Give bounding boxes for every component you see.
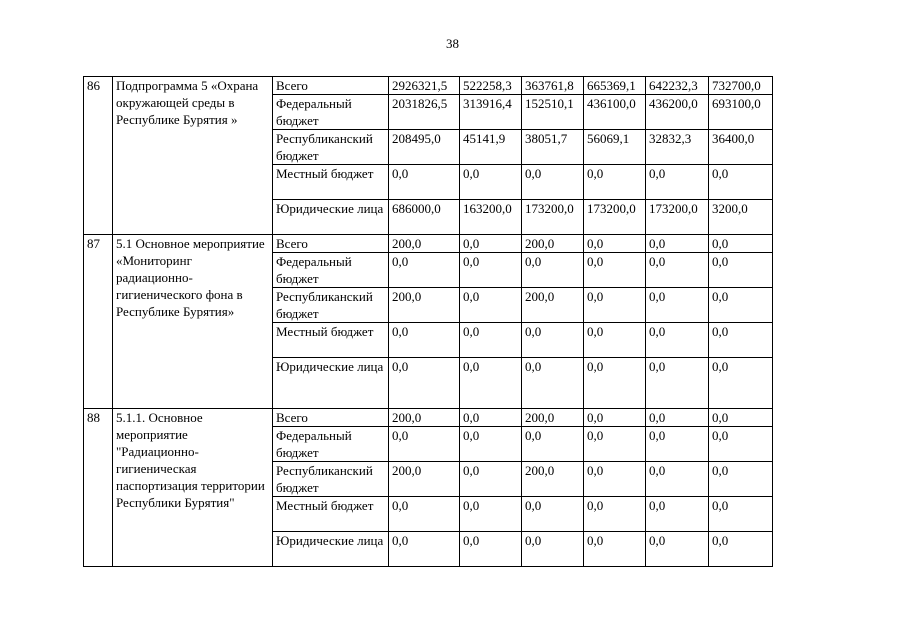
funding-source: Юридические лица	[273, 200, 389, 235]
amount-cell: 0,0	[709, 427, 773, 462]
table-row	[84, 77, 773, 95]
amount-cell: 163200,0	[460, 200, 522, 235]
amount-cell: 2031826,5	[389, 95, 460, 130]
amount-cell: 0,0	[709, 497, 773, 532]
funding-source: Юридические лица	[273, 358, 389, 409]
amount-cell: 0,0	[709, 409, 773, 427]
funding-source: Федеральный бюджет	[273, 427, 389, 462]
amount-cell: 0,0	[460, 165, 522, 200]
amount-cell: 0,0	[584, 462, 646, 497]
funding-source: Всего	[273, 409, 389, 427]
amount-cell: 0,0	[584, 288, 646, 323]
amount-cell: 0,0	[389, 323, 460, 358]
amount-cell: 0,0	[389, 532, 460, 567]
amount-cell: 45141,9	[460, 130, 522, 165]
amount-cell: 0,0	[522, 165, 584, 200]
amount-cell: 0,0	[522, 497, 584, 532]
amount-cell: 0,0	[460, 288, 522, 323]
amount-cell: 2926321,5	[389, 77, 460, 95]
amount-cell: 3200,0	[709, 200, 773, 235]
amount-cell: 313916,4	[460, 95, 522, 130]
amount-cell: 0,0	[460, 462, 522, 497]
row-number: 86	[84, 77, 113, 235]
amount-cell: 0,0	[709, 288, 773, 323]
amount-cell: 200,0	[389, 409, 460, 427]
amount-cell: 0,0	[460, 532, 522, 567]
amount-cell: 0,0	[646, 235, 709, 253]
amount-cell: 0,0	[646, 323, 709, 358]
amount-cell: 0,0	[584, 165, 646, 200]
amount-cell: 0,0	[389, 358, 460, 409]
amount-cell: 0,0	[646, 358, 709, 409]
amount-cell: 56069,1	[584, 130, 646, 165]
table-row	[84, 235, 773, 253]
amount-cell: 522258,3	[460, 77, 522, 95]
amount-cell: 0,0	[460, 427, 522, 462]
funding-source: Федеральный бюджет	[273, 95, 389, 130]
amount-cell: 0,0	[584, 532, 646, 567]
amount-cell: 0,0	[584, 235, 646, 253]
funding-source: Всего	[273, 77, 389, 95]
amount-cell: 0,0	[460, 497, 522, 532]
amount-cell: 0,0	[460, 235, 522, 253]
amount-cell: 0,0	[522, 253, 584, 288]
amount-cell: 665369,1	[584, 77, 646, 95]
amount-cell: 0,0	[522, 532, 584, 567]
amount-cell: 0,0	[584, 253, 646, 288]
amount-cell: 0,0	[646, 165, 709, 200]
program-name: Подпрограмма 5 «Охрана окружающей среды в Республике Бурятия »	[113, 77, 273, 235]
funding-source: Республиканский бюджет	[273, 288, 389, 323]
amount-cell: 0,0	[646, 288, 709, 323]
amount-cell: 200,0	[389, 235, 460, 253]
amount-cell: 0,0	[460, 323, 522, 358]
amount-cell: 0,0	[389, 427, 460, 462]
amount-cell: 0,0	[646, 427, 709, 462]
table-row	[84, 409, 773, 427]
amount-cell: 152510,1	[522, 95, 584, 130]
amount-cell: 0,0	[389, 165, 460, 200]
amount-cell: 200,0	[389, 462, 460, 497]
amount-cell: 0,0	[584, 323, 646, 358]
program-name: 5.1 Основное мероприятие «Мониторинг радиационно-гигиенического фона в Республике Бурятия»	[113, 235, 273, 409]
row-number: 87	[84, 235, 113, 409]
funding-source: Республиканский бюджет	[273, 130, 389, 165]
amount-cell: 0,0	[584, 409, 646, 427]
table-body	[84, 77, 773, 567]
amount-cell: 32832,3	[646, 130, 709, 165]
amount-cell: 0,0	[709, 253, 773, 288]
amount-cell: 200,0	[522, 235, 584, 253]
amount-cell: 642232,3	[646, 77, 709, 95]
amount-cell: 0,0	[709, 165, 773, 200]
amount-cell: 0,0	[646, 253, 709, 288]
amount-cell: 0,0	[584, 427, 646, 462]
amount-cell: 0,0	[646, 532, 709, 567]
amount-cell: 686000,0	[389, 200, 460, 235]
amount-cell: 200,0	[522, 462, 584, 497]
funding-source: Юридические лица	[273, 532, 389, 567]
amount-cell: 0,0	[646, 409, 709, 427]
amount-cell: 173200,0	[646, 200, 709, 235]
amount-cell: 0,0	[709, 462, 773, 497]
page-number: 38	[446, 36, 459, 51]
amount-cell: 38051,7	[522, 130, 584, 165]
amount-cell: 0,0	[389, 253, 460, 288]
amount-cell: 208495,0	[389, 130, 460, 165]
amount-cell: 732700,0	[709, 77, 773, 95]
amount-cell: 436200,0	[646, 95, 709, 130]
amount-cell: 0,0	[646, 497, 709, 532]
amount-cell: 36400,0	[709, 130, 773, 165]
amount-cell: 0,0	[709, 358, 773, 409]
funding-source: Федеральный бюджет	[273, 253, 389, 288]
funding-source: Республиканский бюджет	[273, 462, 389, 497]
amount-cell: 0,0	[460, 358, 522, 409]
amount-cell: 0,0	[522, 358, 584, 409]
amount-cell: 0,0	[522, 323, 584, 358]
amount-cell: 0,0	[522, 427, 584, 462]
amount-cell: 0,0	[584, 497, 646, 532]
amount-cell: 0,0	[709, 323, 773, 358]
program-name: 5.1.1. Основное мероприятие "Радиационно-гигиеническая паспортизация территории Республики Бурятия"	[113, 409, 273, 567]
amount-cell: 363761,8	[522, 77, 584, 95]
amount-cell: 0,0	[460, 253, 522, 288]
amount-cell: 200,0	[389, 288, 460, 323]
funding-source: Местный бюджет	[273, 323, 389, 358]
amount-cell: 0,0	[709, 532, 773, 567]
amount-cell: 0,0	[709, 235, 773, 253]
row-number: 88	[84, 409, 113, 567]
amount-cell: 693100,0	[709, 95, 773, 130]
amount-cell: 173200,0	[522, 200, 584, 235]
amount-cell: 0,0	[584, 358, 646, 409]
amount-cell: 200,0	[522, 409, 584, 427]
budget-table	[83, 76, 773, 567]
funding-source: Всего	[273, 235, 389, 253]
amount-cell: 0,0	[460, 409, 522, 427]
funding-source: Местный бюджет	[273, 497, 389, 532]
amount-cell: 436100,0	[584, 95, 646, 130]
amount-cell: 173200,0	[584, 200, 646, 235]
funding-source: Местный бюджет	[273, 165, 389, 200]
amount-cell: 0,0	[389, 497, 460, 532]
amount-cell: 200,0	[522, 288, 584, 323]
amount-cell: 0,0	[646, 462, 709, 497]
